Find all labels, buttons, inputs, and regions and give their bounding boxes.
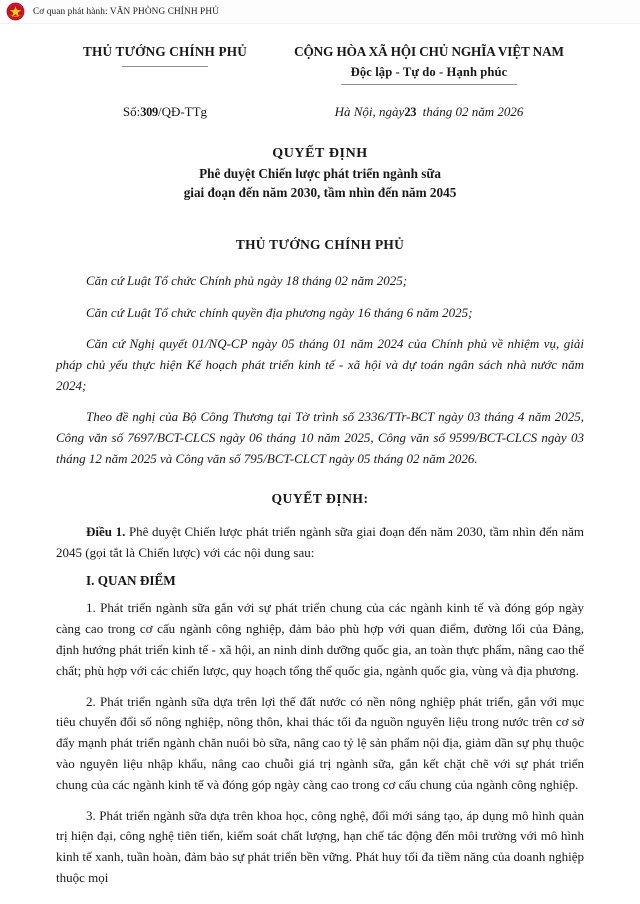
number-value: 309 (140, 105, 158, 119)
article-1-text: Phê duyệt Chiến lược phát triển ngành sữa giai đoạn đến năm 2030, tầm nhìn đến năm 2045 (gọi tắt là Chiến lược) với các nội dung sau: (56, 523, 585, 560)
decide-heading: QUYẾT ĐỊNH: (271, 490, 369, 506)
section-heading-quan-diem: I. QUAN ĐIỂM (86, 573, 176, 589)
number-suffix: /QĐ-TTg (157, 104, 208, 119)
number-prefix: Số: (122, 104, 141, 119)
article-1 (56, 522, 584, 564)
preamble-paragraph: Căn cứ Nghị quyết 01/NQ-CP ngày 05 tháng 01 năm 2024 của Chính phủ về nhiệm vụ, giải pháp chủ yếu thực hiện Kế hoạch phát triển kinh tế - xã hội và dự toán ngân sách nhà nước năm 2024; (56, 335, 584, 393)
document-number (56, 104, 274, 120)
masthead-right (274, 44, 584, 85)
preamble-paragraph: Căn cứ Luật Tổ chức chính quyền địa phương ngày 16 tháng 6 năm 2025; (86, 304, 473, 320)
issuer-heading: THỦ TƯỚNG CHÍNH PHỦ (235, 237, 405, 253)
masthead-left (56, 44, 274, 67)
reference-row (56, 104, 584, 120)
document-title-block (56, 146, 584, 202)
issue-place: Hà Nội, ngày (334, 104, 405, 119)
national-motto: Độc lập - Tự do - Hạnh phúc (350, 65, 508, 79)
section1-paragraph: 2. Phát triển ngành sữa dựa trên lợi thế đất nước có nền nông nghiệp phát triển, gắn với mục tiêu chuyển đổi số nông nghiệp, nông thôn, khai thác tối đa nguồn nguyên liệu trong nước trên cơ sở đẩy mạnh phát triển ngành chăn nuôi bò sữa, nâng cao tỷ lệ sản phẩm nội địa, giảm dần sự phụ thuộc vào nguyên liệu nhập khẩu, nâng cao chuỗi giá trị ngành sữa, gắn kết chặt chẽ với sự phát triển chung của các ngành kinh tế và đóng góp ngày càng cao trong cơ cấu chung của ngành công nghiệp. (56, 693, 584, 792)
publisher-label: Cơ quan phát hành: VĂN PHÒNG CHÍNH PHỦ (33, 6, 219, 17)
publisher-bar (0, 0, 640, 24)
document-title-line-1: Phê duyệt Chiến lược phát triển ngành sữa (199, 166, 441, 181)
document-kind: QUYẾT ĐỊNH (272, 146, 368, 161)
organization-rule (122, 66, 208, 67)
preamble-paragraph: Căn cứ Luật Tổ chức Chính phủ ngày 18 tháng 02 năm 2025; (86, 273, 408, 289)
preamble-paragraph: Theo đề nghị của Bộ Công Thương tại Tờ trình số 2336/TTr-BCT ngày 03 tháng 4 năm 2025, Công văn số 7697/BCT-CLCS ngày 06 tháng 10 năm 2025, Công văn số 9599/BCT-CLCS ngày 03 tháng 12 năm 2025 và Công văn số 795/BCT-CLCT ngày 05 tháng 02 năm 2026. (56, 408, 584, 466)
issuing-organization: THỦ TƯỚNG CHÍNH PHỦ (83, 44, 247, 59)
article-1-label: Điều 1. (86, 523, 126, 539)
nation-name: CỘNG HÒA XÃ HỘI CHỦ NGHĨA VIỆT NAM (294, 44, 564, 59)
document-sheet (0, 44, 640, 889)
motto-rule (341, 84, 517, 85)
section1-paragraph: 1. Phát triển ngành sữa gắn với sự phát triển chung của các ngành kinh tế và đóng góp ngày càng cao trong cơ cấu ngành công nghiệp, đảm bảo phù hợp với quan điểm, đường lối của Đảng, định hướng phát triển kinh tế - xã hội, an ninh dinh dưỡng quốc gia, an toàn thực phẩm, nâng cao thể chất; phù hợp với các chiến lược, quy hoạch tổng thể quốc gia, ngành quốc gia, vùng và địa phương. (56, 600, 584, 678)
issue-month: tháng 02 (422, 104, 469, 119)
masthead (56, 44, 584, 85)
document-title-line-2: giai đoạn đến năm 2030, tầm nhìn đến năm 2045 (183, 184, 457, 200)
issue-date (274, 104, 584, 120)
body-block (56, 522, 584, 889)
preamble-block (56, 270, 584, 468)
issue-day: 23 (404, 105, 417, 119)
vietnam-national-emblem-icon (6, 2, 25, 21)
issue-year: năm 2026 (471, 104, 524, 119)
section1-paragraph: 3. Phát triển ngành sữa dựa trên khoa học, công nghệ, đổi mới sáng tạo, áp dụng mô hình quản trị hiện đại, công nghệ tiên tiến, kiểm soát chất lượng, hạn chế tác động đến môi trường với mô hình kinh tế xanh, tuần hoàn, đảm bảo sự phát triển bền vững. Phát huy tối đa tiềm năng của doanh nghiệp thuộc mọi (56, 807, 584, 885)
